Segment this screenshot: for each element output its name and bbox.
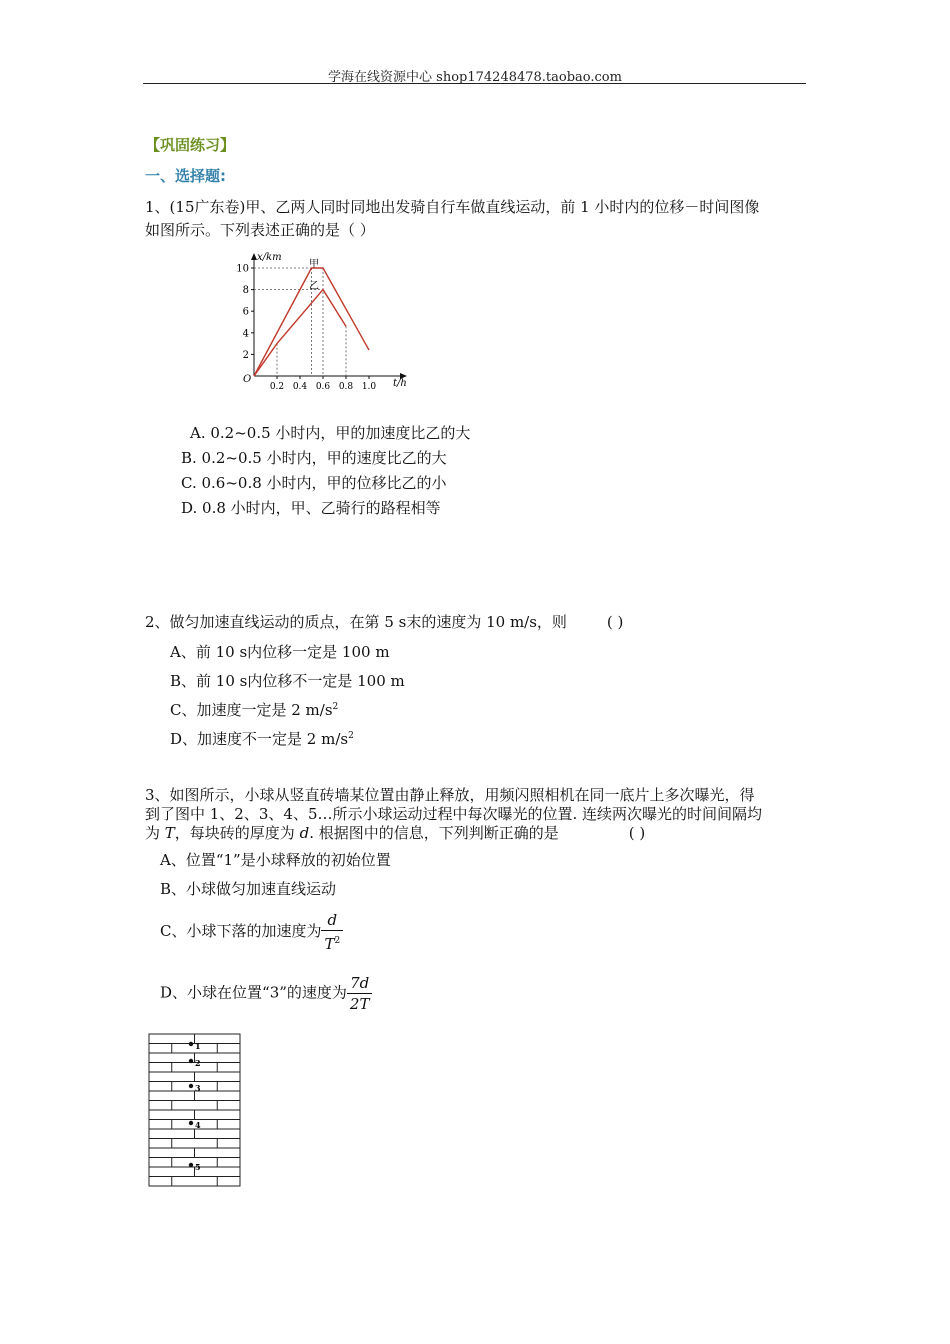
question-3-option-d-text: D、小球在位置“3”的速度为 — [160, 983, 347, 1002]
question-3-option-c-text: C、小球下落的加速度为 — [160, 922, 322, 940]
question-3-stem — [145, 786, 807, 843]
question-3-option-b: B、小球做匀加速直线运动 — [160, 880, 337, 898]
question-3-line-3 — [145, 824, 807, 843]
fraction-d-over-T-squared — [321, 910, 343, 954]
question-3-option-c — [160, 910, 343, 954]
question-3-option-a: A、位置“1”是小球释放的初始位置 — [160, 851, 391, 869]
x-tick-label: 0.2 — [269, 382, 285, 392]
brick-row — [149, 1101, 240, 1111]
question-3-answer-paren: ( ) — [628, 824, 646, 842]
fraction-numerator: 7d — [347, 973, 373, 994]
question-3-line-2: 到了图中 1、2、3、4、5…所示小球运动过程中每次曝光的位置. 连续两次曝光的时间间隔均 — [145, 805, 763, 823]
series-label-jia: 甲 — [309, 259, 319, 270]
ball-position-label: 2 — [195, 1058, 201, 1068]
x-tick-label: 0.4 — [292, 382, 308, 392]
question-2-text: 2、做匀加速直线运动的质点，在第 5 s末的速度为 10 m/s，则 — [145, 613, 567, 631]
y-tick-label: 2 — [242, 349, 249, 361]
fraction-numerator: d — [321, 910, 343, 931]
ball-position — [189, 1042, 193, 1046]
question-2-option-a: A、前 10 s内位移一定是 100 m — [170, 643, 390, 661]
y-tick-label: 8 — [242, 285, 249, 297]
section-title-consolidate: 【巩固练习】 — [145, 136, 236, 154]
ball-position-label: 3 — [195, 1083, 201, 1093]
ball-position-label: 1 — [195, 1041, 201, 1051]
ball-position-label: 4 — [195, 1120, 201, 1130]
x-tick-label: 0.8 — [338, 382, 354, 392]
question-3-line-3-part-c: . 根据图中的信息，下列判断正确的是 — [309, 824, 559, 842]
brick-wall-figure — [145, 1030, 245, 1195]
y-tick-label: 10 — [236, 263, 249, 275]
fraction-denominator-T: T — [324, 935, 335, 953]
question-1-option-b: B. 0.2~0.5 小时内，甲的速度比乙的大 — [181, 449, 447, 467]
ball-position — [189, 1163, 193, 1167]
series-label-yi: 乙 — [309, 281, 319, 292]
fraction-denominator: 2T — [349, 995, 370, 1013]
question-3-line-3-part-a: 为 — [145, 824, 165, 842]
x-axis-label: t/h — [393, 378, 407, 389]
page-header: 学海在线资源中心 shop174248478.taobao.com — [328, 70, 622, 85]
y-axis-label: x/km — [257, 252, 282, 263]
question-1-option-a: A. 0.2~0.5 小时内，甲的加速度比乙的大 — [190, 424, 471, 442]
origin-label: O — [243, 374, 252, 385]
y-tick-label: 4 — [242, 328, 249, 340]
axis-ticks — [236, 264, 376, 393]
question-1-line-2: 如图所示。下列表述正确的是（ ） — [145, 221, 375, 239]
question-2-option-d-exponent: 2 — [348, 731, 354, 741]
ball-position — [189, 1059, 193, 1063]
question-3-option-d — [160, 973, 372, 1014]
series-line-yi — [254, 290, 346, 376]
question-2-option-b: B、前 10 s内位移不一定是 100 m — [170, 672, 405, 690]
question-1-graph — [235, 250, 415, 392]
ball-position — [189, 1121, 193, 1125]
fraction-7d-over-2T — [347, 973, 373, 1014]
brick-row — [149, 1139, 240, 1149]
question-2-option-d-text: D、加速度不一定是 2 m/s — [170, 730, 349, 748]
section-title-choice: 一、选择题: — [145, 167, 226, 185]
brick-row — [149, 1177, 240, 1187]
header-divider — [143, 83, 806, 84]
question-3-line-1: 3、如图所示，小球从竖直砖墙某位置由静止释放，用频闪照相机在同一底片上多次曝光，得 — [145, 786, 755, 804]
fraction-denominator-exponent: 2 — [334, 936, 341, 946]
fraction-denominator — [321, 931, 343, 954]
question-2-option-c-exponent: 2 — [332, 702, 339, 712]
question-1-line-1: 1、(15广东卷)甲、乙两人同时同地出发骑自行车做直线运动，前 1 小时内的位移－时间图像 — [145, 198, 760, 216]
question-2-option-c — [170, 699, 338, 720]
ball-position-label: 5 — [195, 1162, 201, 1172]
question-1-option-c: C. 0.6~0.8 小时内，甲的位移比乙的小 — [181, 474, 447, 492]
x-tick-label: 1.0 — [361, 382, 377, 392]
y-tick-label: 6 — [242, 306, 249, 318]
question-1-stem — [145, 196, 807, 242]
question-2-option-c-text: C、加速度一定是 2 m/s — [170, 701, 333, 719]
question-2-answer-paren: ( ) — [606, 613, 624, 631]
question-2-option-d — [170, 728, 354, 749]
ball-position — [189, 1084, 193, 1088]
question-1-option-d: D. 0.8 小时内，甲、乙骑行的路程相等 — [181, 499, 441, 517]
symbol-T: T — [164, 824, 175, 842]
question-3-line-3-part-b: ，每块砖的厚度为 — [174, 824, 300, 842]
question-2-stem — [145, 611, 623, 632]
x-tick-label: 0.6 — [315, 382, 331, 392]
symbol-d: d — [299, 824, 310, 842]
